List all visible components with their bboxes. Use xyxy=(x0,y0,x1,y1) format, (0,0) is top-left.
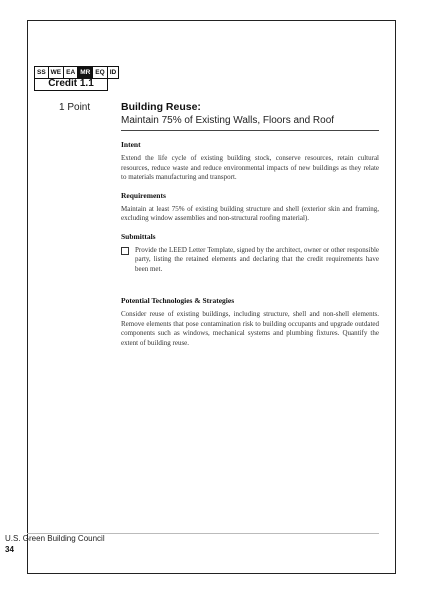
checkbox-icon xyxy=(121,247,129,255)
strategies-section xyxy=(121,296,379,348)
tab-mr: MR xyxy=(78,67,93,78)
strategies-heading: Potential Technologies & Strategies xyxy=(121,296,235,305)
tab-id: ID xyxy=(109,69,117,76)
tab-ea: EA xyxy=(64,67,78,78)
submittals-heading: Submittals xyxy=(121,231,156,241)
submittals-section xyxy=(121,232,379,275)
credit-label: Credit 1.1 xyxy=(34,77,108,91)
requirements-body: Maintain at least 75% of existing building structure and shell (exterior skin and framing, excluding window assemblies and non-structural roofing material). xyxy=(121,204,379,222)
intent-section xyxy=(121,140,379,183)
requirements-heading: Requirements xyxy=(121,190,166,200)
credit-points: 1 Point xyxy=(59,102,91,113)
credit-title: Building Reuse: xyxy=(121,101,201,113)
footer-organization: U.S. Green Building Council xyxy=(5,534,105,543)
submittal-item xyxy=(121,246,379,275)
credit-title-block xyxy=(121,101,379,131)
strategies-body: Consider reuse of existing buildings, including structure, shell and non-shell elements. Remove elements that pose contamination risk to building occupants and upgrade outdated components such as windows, mechanical systems and plumbing fixtures. Quantify the extent of building reuse. xyxy=(121,310,379,347)
submittal-text: Provide the LEED Letter Template, signed by the architect, owner or other responsible party, listing the retained elements and declaring that the credit requirements have been met. xyxy=(135,245,379,273)
page-number: 34 xyxy=(5,545,14,554)
credit-subtitle: Maintain 75% of Existing Walls, Floors and Roof xyxy=(121,114,379,131)
intent-heading: Intent xyxy=(121,140,141,149)
tab-we: WE xyxy=(49,67,64,78)
tab-ss: SS xyxy=(35,67,49,78)
credit-content xyxy=(121,140,379,356)
requirements-section xyxy=(121,191,379,224)
tab-eq: EQ xyxy=(93,67,107,78)
intent-body: Extend the life cycle of existing building stock, conserve resources, retain cultural resources, reduce waste and reduce environmental impacts of new buildings as they relate to materials manufacturing and transport. xyxy=(121,154,379,181)
